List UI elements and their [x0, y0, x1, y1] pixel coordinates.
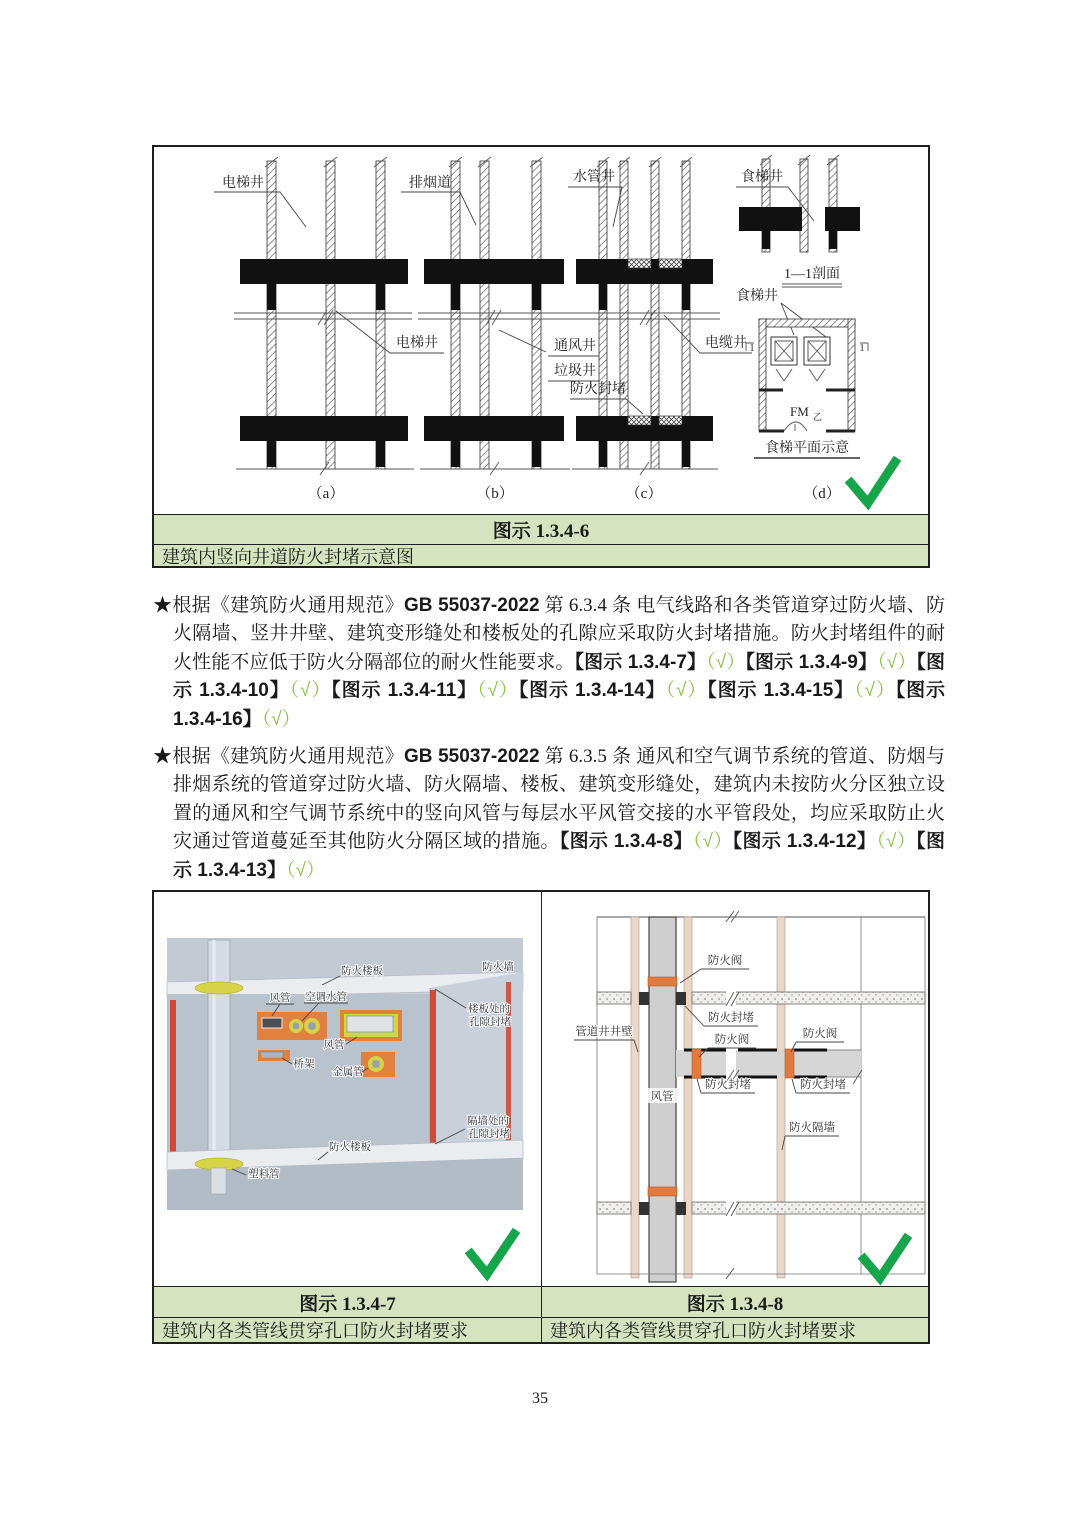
check-mark: （√）: [665, 680, 708, 702]
shaft-group-d: [736, 155, 868, 458]
clause-lead: 根据《建筑防火通用规范》: [172, 746, 404, 768]
label-air-duct: 风管: [650, 1091, 674, 1103]
sublabel-c: （c）: [625, 486, 663, 502]
label-floor-seal-1: 楼板处的: [468, 1004, 510, 1015]
label-metal-pipe: 金属管: [332, 1067, 364, 1078]
green-check-icon: [864, 1239, 906, 1278]
label-fire-damper-top: 防火阀: [707, 955, 743, 967]
label-vent-shaft: 通风井: [554, 339, 596, 354]
label-fm-door-sub: 乙: [813, 412, 823, 422]
figure-ref: 【图示 1.3.4-14】: [518, 680, 666, 702]
label-plan-caption: 食梯平面示意: [765, 441, 849, 456]
figure-top-caption-text: 建筑内竖向井道防火封堵示意图: [162, 546, 414, 567]
figure-left-caption-text: 建筑内各类管线贯穿孔口防火封堵要求: [162, 1321, 468, 1341]
standard-number: GB 55037-2022: [404, 595, 540, 616]
figure-ref: 【图示 1.3.4-16】: [173, 680, 946, 730]
star-bullet: ★: [153, 746, 173, 768]
label-smoke-duct: 排烟道: [409, 176, 451, 191]
label-fire-seal-mid-right: 防火封堵: [800, 1079, 846, 1091]
clause-body: 电气线路和各类管道穿过防火墙、防火隔墙、竖井井壁、建筑变形缝处和楼板处的孔隙应采取防火封堵措施。防火封堵组件的耐火性能不应低于防火分隔部位的耐火性能要求。: [173, 595, 945, 673]
label-air-duct-2: 风管: [323, 1040, 345, 1051]
clause-lead: 根据《建筑防火通用规范》: [172, 595, 404, 616]
label-fire-seal-top: 防火封堵: [708, 1012, 754, 1024]
check-mark: （√）: [692, 831, 733, 853]
label-fire-seal-mid-left: 防火封堵: [705, 1079, 751, 1091]
figure-ref: 【图示 1.3.4-9】: [745, 651, 878, 673]
check-mark: （√）: [261, 708, 301, 730]
label-food-lift-mid: 食梯井: [736, 289, 778, 304]
figure-top-drawing: [154, 147, 928, 514]
label-section-1-1: 1—1剖面: [784, 267, 840, 282]
check-mark: （√）: [854, 680, 896, 702]
figure-ref: 【图示 1.3.4-8】: [559, 831, 693, 853]
figure-table-top: [152, 145, 930, 568]
clause-body: 通风和空气调节系统的管道、防烟与排烟系统的管道穿过防火墙、防火隔墙、楼板、建筑变形缝处，建筑内未按防火分区独立设置的通风和空气调节系统中的竖向风管与每层水平风管交接的水平管段处，均应采取防止火灾通过管道蔓延至其他防火分隔区域的措施。: [173, 746, 945, 853]
duct-section-svg: [542, 892, 927, 1286]
figure-ref: 【图示 1.3.4-15】: [707, 680, 855, 702]
check-mark: （√）: [286, 859, 325, 881]
figure-left-title: [154, 1286, 541, 1317]
label-air-duct-1: 风管: [269, 993, 291, 1004]
green-check-icon: [851, 462, 895, 503]
figure-right-title-text: 图示 1.3.4-8: [686, 1293, 784, 1315]
shaft-group-b: [401, 157, 602, 475]
label-elevator-shaft-top: 电梯井: [222, 176, 264, 191]
figure-top-title: [154, 514, 928, 544]
figure-top-caption: [154, 544, 928, 566]
clause-number: 第 6.3.5 条: [539, 746, 637, 768]
clause-number: 第 6.3.4 条: [539, 595, 637, 616]
label-floor-seal-2: 孔隙封堵: [469, 1017, 511, 1028]
figure-table-bottom: [152, 890, 930, 1344]
penetration-3d-svg: [154, 892, 541, 1286]
label-food-lift-top: 食梯井: [741, 170, 783, 185]
figure-ref: 【图示 1.3.4-11】: [331, 680, 478, 702]
plan-section-marker-left: 1: [749, 343, 755, 354]
clause-paragraph-634: [153, 592, 945, 734]
label-fire-damper-mid-right: 防火阀: [802, 1028, 838, 1040]
label-pipe-shaft-wall: 管道井井壁: [575, 1026, 633, 1038]
figure-right-title: [542, 1286, 928, 1317]
label-plastic-pipe: 塑料管: [248, 1169, 280, 1180]
sublabel-d: （d）: [803, 486, 841, 502]
label-fire-partition: 防火隔墙: [789, 1122, 835, 1134]
label-fire-wall: 防火墙: [482, 962, 514, 973]
figure-left-cell: [154, 892, 541, 1342]
label-fm-door: FM: [790, 404, 809, 419]
plan-section-marker-right: 1: [859, 343, 865, 354]
figure-right-caption-text: 建筑内各类管线贯穿孔口防火封堵要求: [550, 1321, 856, 1341]
green-check-icon: [471, 1234, 514, 1274]
figure-left-drawing: [154, 892, 541, 1286]
check-mark: （√）: [706, 651, 746, 673]
label-cable-shaft: 电缆井: [705, 336, 747, 351]
label-garbage-shaft: 垃圾井: [554, 364, 596, 379]
standard-number: GB 55037-2022: [404, 746, 540, 768]
label-fire-floor-top: 防火楼板: [341, 966, 383, 977]
figure-left-caption: [154, 1317, 541, 1342]
page-number: 35: [532, 1390, 548, 1407]
check-mark: （√）: [877, 651, 917, 673]
shaft-diagram-svg: [154, 147, 928, 514]
figure-ref: 【图示 1.3.4-13】: [173, 831, 945, 881]
label-water-pipe-shaft: 水管井: [573, 170, 615, 185]
sublabel-a: （a）: [307, 486, 345, 502]
label-wall-seal-2: 孔隙封堵: [468, 1129, 510, 1140]
figure-right-cell: [541, 892, 928, 1342]
shaft-group-a: [214, 157, 444, 475]
check-mark: （√）: [289, 680, 332, 702]
label-ac-water-pipe: 空调水管: [305, 992, 347, 1003]
star-bullet: ★: [153, 595, 173, 616]
label-fire-floor-bottom: 防火楼板: [329, 1142, 371, 1153]
figure-ref: 【图示 1.3.4-12】: [732, 831, 877, 853]
sublabel-b: （b）: [476, 486, 514, 502]
figure-top-title-text: 图示 1.3.4-6: [492, 521, 590, 542]
figure-right-caption: [542, 1317, 928, 1342]
check-mark: （√）: [876, 831, 917, 853]
label-elevator-shaft-mid: 电梯井: [396, 336, 438, 351]
body-text: [153, 592, 945, 894]
label-fire-seal: 防火封堵: [570, 382, 626, 397]
figure-right-drawing: [542, 892, 928, 1286]
figure-ref: 【图示 1.3.4-7】: [574, 651, 707, 673]
label-cable-tray: 桥架: [293, 1059, 315, 1070]
figure-ref: 【图示 1.3.4-10】: [173, 651, 945, 702]
figure-left-title-text: 图示 1.3.4-7: [299, 1293, 396, 1315]
clause-paragraph-635: [153, 743, 945, 885]
label-fire-damper-mid-left: 防火阀: [714, 1034, 750, 1046]
label-wall-seal-1: 隔墙处的: [467, 1116, 509, 1127]
shaft-group-c: [568, 157, 752, 475]
check-mark: （√）: [477, 680, 519, 702]
